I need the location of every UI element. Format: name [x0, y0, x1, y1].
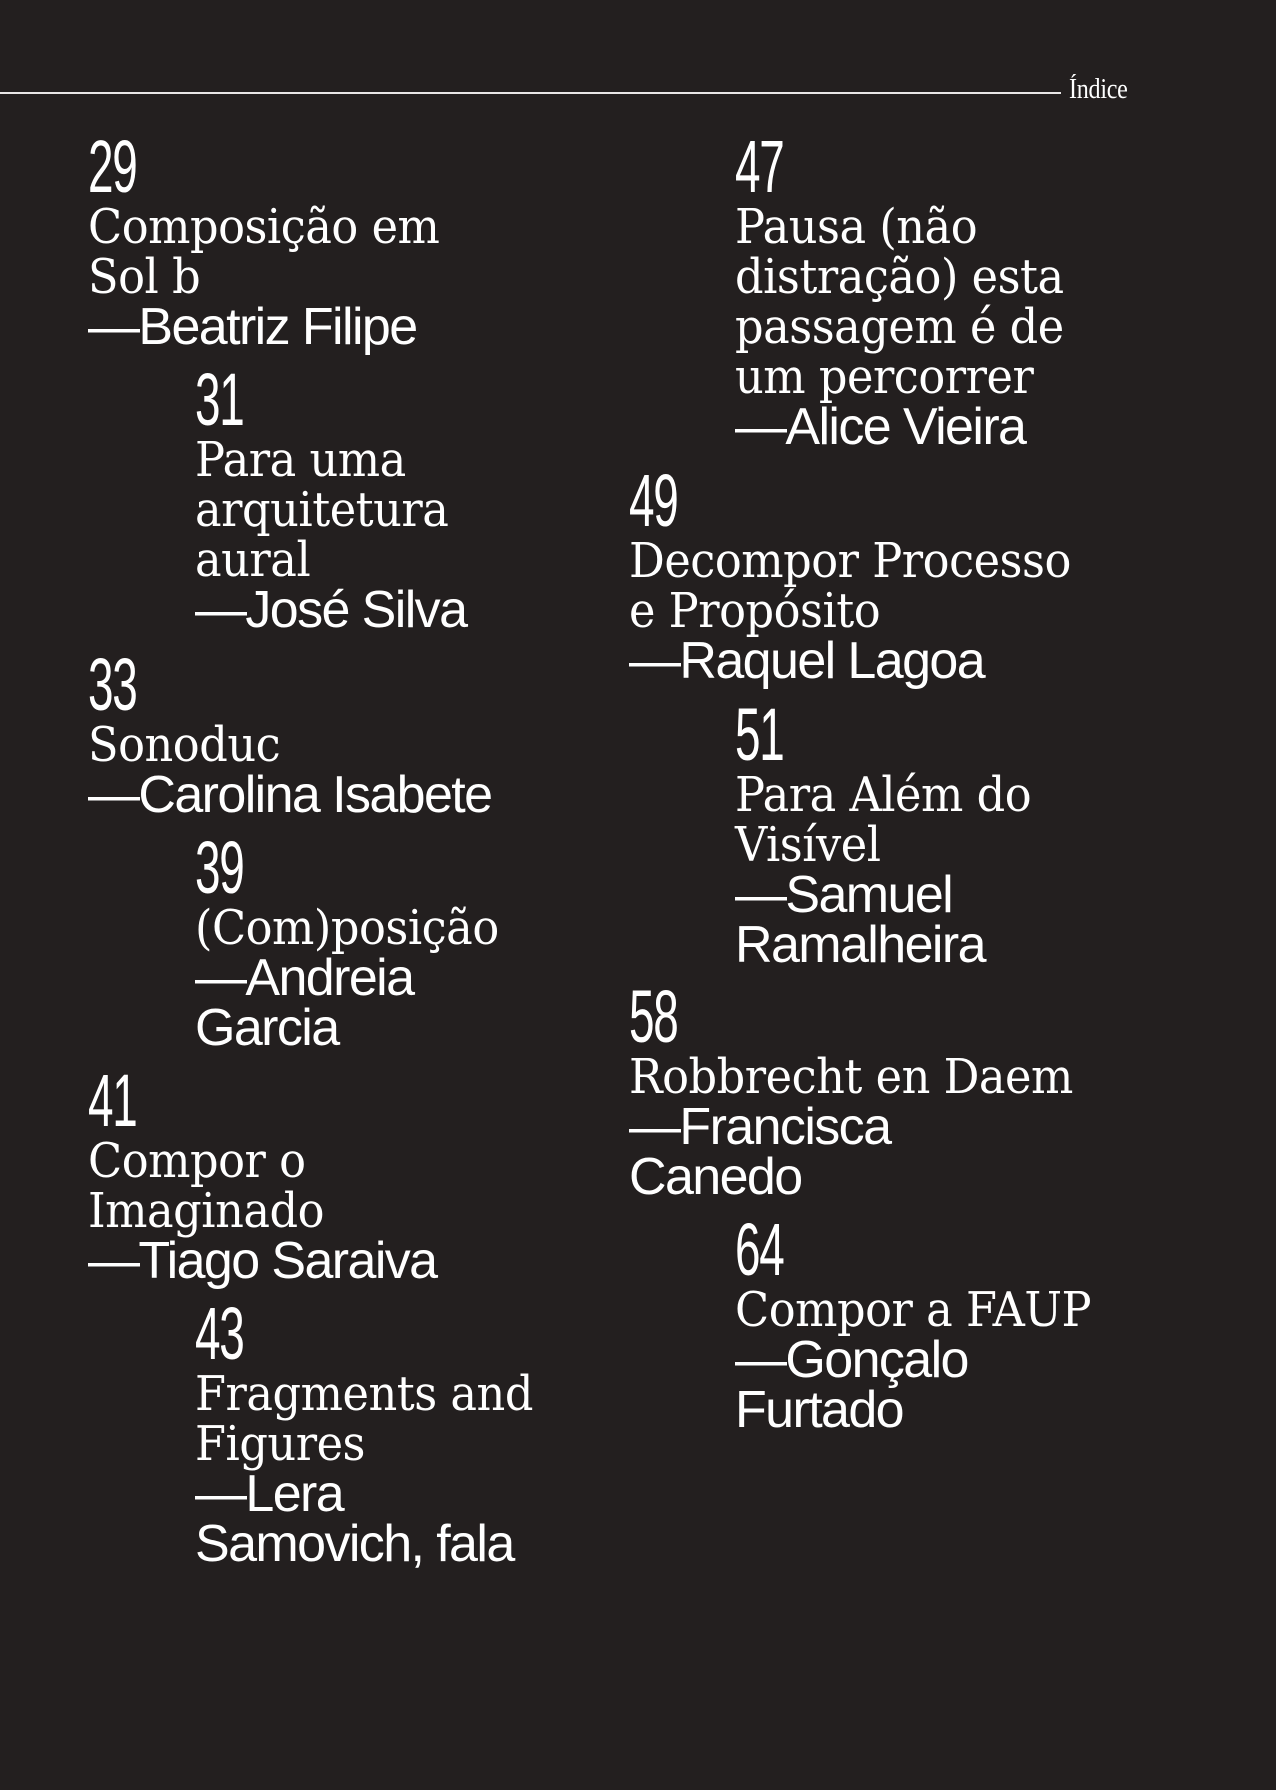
entry-title: (Com)posição — [195, 900, 499, 956]
entry-title: Fragments and — [195, 1366, 533, 1422]
entry-author: Furtado — [735, 1381, 904, 1439]
entry-title: Para uma — [195, 432, 406, 488]
entry-author: Ramalheira — [735, 916, 985, 974]
entry-title: distração) esta — [735, 249, 1064, 305]
entry-title: passagem é de — [735, 299, 1064, 355]
entry-title: Compor a FAUP — [735, 1282, 1092, 1338]
toc-entry[interactable] — [195, 1292, 558, 1573]
entry-author: Samovich, fala — [195, 1515, 514, 1573]
toc-entry[interactable] — [735, 125, 1088, 456]
entry-author: —Raquel Lagoa — [629, 632, 985, 690]
entry-title: Robbrecht en Daem — [629, 1049, 1073, 1105]
page-number: 31 — [195, 358, 244, 441]
entry-author: —Carolina Isabete — [88, 766, 492, 824]
toc-entry[interactable] — [629, 975, 1106, 1206]
entry-author: —Samuel — [735, 866, 953, 924]
entry-author: —Lera — [195, 1465, 344, 1523]
toc-entry[interactable] — [195, 358, 468, 639]
entry-title: Para Além do — [735, 767, 1032, 823]
toc-entry[interactable] — [735, 1208, 1118, 1439]
entry-author: —Alice Vieira — [735, 398, 1026, 456]
toc-entry[interactable] — [735, 693, 1053, 974]
entry-title: Visível — [735, 817, 881, 873]
page-number: 49 — [629, 459, 678, 542]
page-number: 64 — [735, 1208, 784, 1291]
entry-title: Composição em — [88, 199, 440, 255]
page-number: 47 — [735, 125, 784, 208]
toc-entry[interactable] — [88, 643, 492, 824]
entry-title: um percorrer — [735, 349, 1034, 405]
entry-title: arquitetura — [195, 482, 449, 538]
entry-author: —Tiago Saraiva — [88, 1232, 437, 1290]
entry-title: Pausa (não — [735, 199, 978, 255]
page-number: 33 — [88, 643, 137, 726]
page-number: 39 — [195, 826, 244, 909]
entry-title: aural — [195, 532, 311, 588]
page-number: 41 — [88, 1059, 137, 1142]
entry-author: —Francisca — [629, 1098, 891, 1156]
entry-author: —Gonçalo — [735, 1331, 968, 1389]
page-number: 43 — [195, 1292, 244, 1375]
entry-title: Decompor Processo — [629, 533, 1071, 589]
toc-entry[interactable] — [629, 459, 1104, 690]
toc-entry[interactable] — [88, 1059, 437, 1290]
section-title: Índice — [1069, 74, 1128, 105]
page-number: 51 — [735, 693, 784, 776]
entry-author: Garcia — [195, 999, 339, 1057]
entry-title: Compor o — [88, 1133, 306, 1189]
entry-author: Canedo — [629, 1148, 802, 1206]
toc-entry[interactable] — [195, 826, 522, 1057]
page-number: 29 — [88, 125, 137, 208]
entry-author: —Andreia — [195, 949, 414, 1007]
entry-author: —Beatriz Filipe — [88, 298, 417, 356]
entry-author: —José Silva — [195, 581, 467, 639]
header-rule — [0, 92, 1061, 94]
entry-title: Sol b — [88, 249, 201, 305]
entry-title: Sonoduc — [88, 717, 281, 773]
entry-title: Imaginado — [88, 1183, 325, 1239]
entry-title: Figures — [195, 1416, 365, 1472]
page-number: 58 — [629, 975, 678, 1058]
entry-title: e Propósito — [629, 583, 881, 639]
toc-entry[interactable] — [88, 125, 466, 356]
